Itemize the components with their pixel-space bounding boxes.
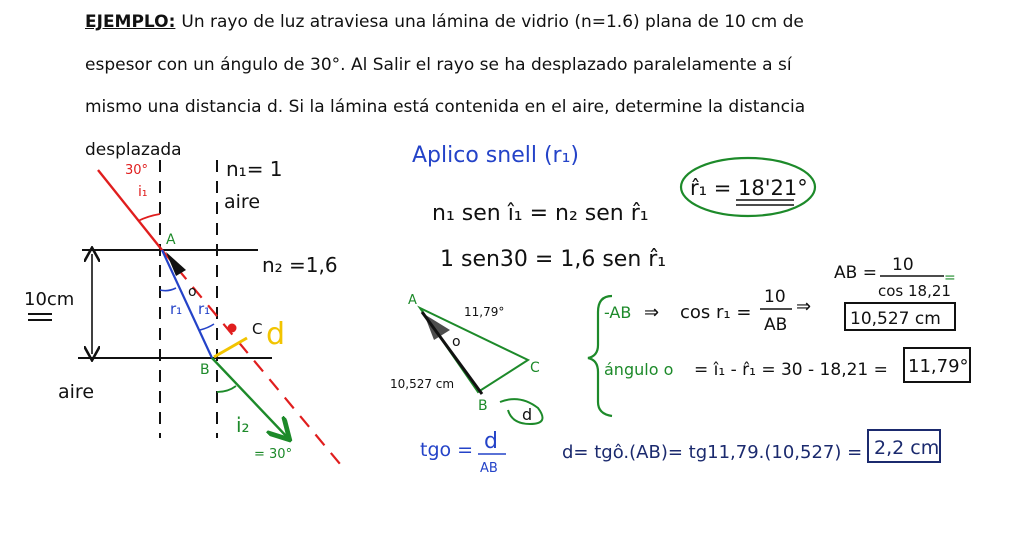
exit-ray (212, 358, 288, 438)
snell-title: Aplico snell (r₁) (412, 143, 579, 168)
angle-r1-arc (160, 288, 176, 291)
angle-i2-arc (217, 386, 236, 392)
triangle-side: 10,527 cm (390, 377, 455, 391)
label-point-A: A (166, 232, 176, 248)
label-d: d (266, 317, 286, 352)
tg-numerator: d (484, 429, 498, 454)
label-point-C: C (252, 320, 263, 338)
label-angle-30: 30° (125, 163, 149, 178)
angle-r1-arc-2 (200, 324, 214, 330)
angle-equation: = î₁ - r̂₁ = 30 - 18,21 = (694, 360, 888, 380)
angle-result: 11,79° (908, 356, 969, 377)
angle-i1-arc (138, 214, 160, 221)
tg-lhs: tgo = (420, 439, 474, 461)
problem-heading: EJEMPLO: (85, 12, 176, 32)
label-n2: n₂ =1,6 (262, 253, 338, 277)
triangle-A: A (408, 293, 417, 308)
label-r1-left: r₁ (170, 300, 183, 318)
incident-ray (98, 170, 162, 250)
angle-label: ángulo o (604, 360, 674, 379)
tg-denominator: AB (480, 461, 498, 476)
ab-implies-2: ⇒ (796, 296, 812, 317)
refraction-diagram (24, 157, 345, 470)
problem-line-4: desplazada (85, 140, 182, 160)
label-n1: n₁= 1 (226, 157, 283, 181)
r1-result: r̂₁ = 18'21° (690, 176, 808, 200)
problem-line-2: espesor con un ángulo de 30°. Al Salir el rayo se ha desplazado paralelamente a sí (85, 55, 792, 75)
ab-label: -AB (604, 303, 632, 322)
label-thickness: 10cm (24, 289, 75, 310)
ab-implies: ⇒ (644, 302, 660, 323)
ab-result: 10,527 cm (850, 309, 941, 329)
incident-ray-extension (162, 250, 345, 470)
label-i1: i₁ (138, 184, 148, 200)
ab-numerator: 10 (764, 287, 786, 307)
label-aire-bottom: aire (58, 381, 95, 403)
label-point-B: B (200, 362, 210, 378)
triangle-B: B (478, 398, 488, 414)
problem-text-1: Un rayo de luz atraviesa una lámina de vidrio (n=1.6) plana de 10 cm de (181, 12, 804, 32)
small-triangle (390, 293, 543, 424)
label-angle-30-bottom: = 30° (254, 447, 293, 462)
ab-denominator: AB (764, 315, 788, 335)
solution (390, 143, 970, 476)
label-aire-top: aire (224, 191, 261, 213)
label-i2: i₂ (236, 413, 250, 437)
ab-fraction-den: cos 18,21 (878, 282, 951, 300)
triangle-angle: 11,79° (464, 305, 505, 319)
d-equation: d= tgô.(AB)= tg11,79.(10,527) = (562, 442, 863, 463)
ab-fraction-lhs: AB = (834, 263, 877, 283)
problem-line-3: mismo una distancia d. Si la lámina está contenida en el aire, determine la distancia (85, 97, 806, 117)
equation-numbers: 1 sen30 = 1,6 sen r̂₁ (440, 247, 667, 272)
triangle-d: d (522, 405, 533, 424)
d-result: 2,2 cm (874, 437, 940, 459)
ab-cos-eq: cos r₁ = (680, 302, 752, 323)
equation-snell: n₁ sen î₁ = n₂ sen r̂₁ (432, 201, 649, 226)
ab-fraction-num: 10 (892, 255, 914, 275)
ab-fraction-eq: = (944, 270, 956, 286)
label-r1-right: r₁ (198, 300, 211, 318)
triangle-o: o (452, 334, 461, 350)
label-o: o (188, 284, 197, 300)
triangle-C: C (530, 360, 540, 376)
point-marker (228, 324, 237, 333)
